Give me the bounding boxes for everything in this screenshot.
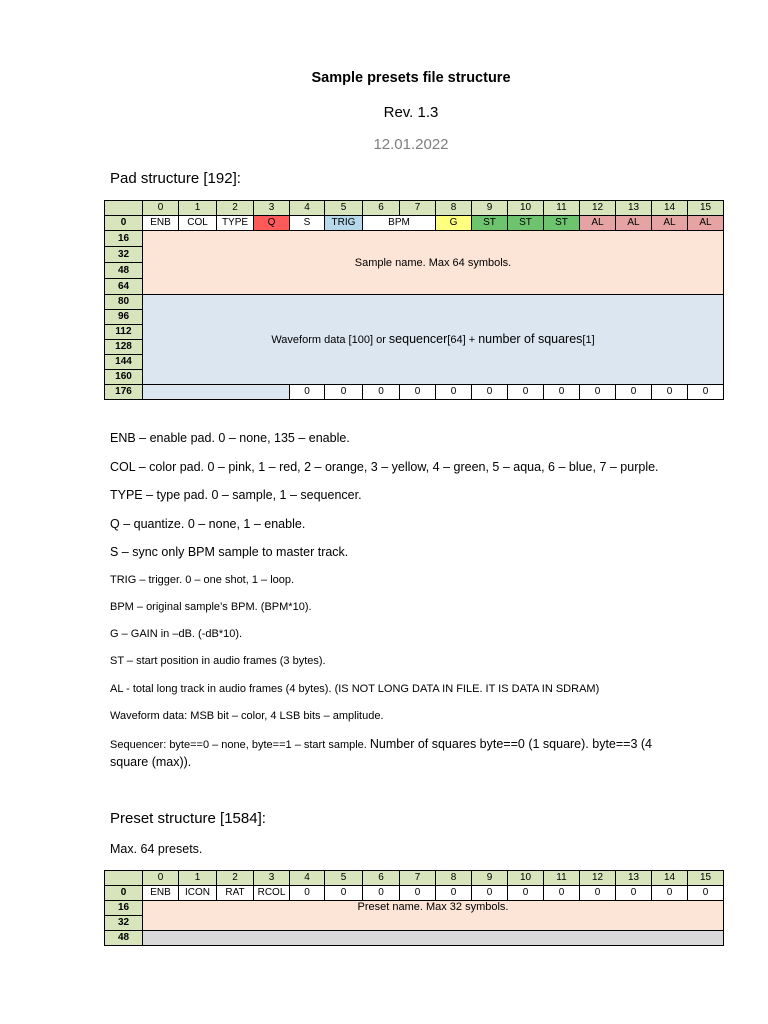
zero-cell: 0	[544, 385, 580, 400]
field-al: AL	[616, 216, 652, 231]
field-rcol: RCOL	[254, 886, 290, 901]
row-label: 144	[105, 355, 143, 370]
zero-cell: 0	[400, 385, 436, 400]
field-enb: ENB	[143, 886, 179, 901]
note-sequencer-small: Sequencer: byte==0 – none, byte==1 – start sample.	[110, 739, 370, 751]
row-label: 112	[105, 325, 143, 340]
note-squares-cont: square (max)).	[110, 755, 192, 769]
field-col: COL	[179, 216, 217, 231]
pad-row-176	[105, 385, 724, 400]
zero-cell: 0	[436, 886, 472, 901]
note-q: Q – quantize. 0 – none, 1 – enable.	[110, 517, 306, 531]
preset-max-note: Max. 64 presets.	[110, 842, 203, 856]
row-label: 16	[105, 231, 143, 247]
waveform-tail	[143, 385, 290, 400]
preset-row-48	[105, 931, 724, 946]
col-header: 10	[508, 201, 544, 216]
zero-cell: 0	[616, 886, 652, 901]
row-label: 80	[105, 295, 143, 310]
preset-name-block: Preset name. Max 32 symbols.	[143, 901, 724, 931]
row-label: 64	[105, 279, 143, 295]
col-header: 11	[544, 201, 580, 216]
corner-cell	[105, 871, 143, 886]
row-label: 16	[105, 901, 143, 916]
zero-cell: 0	[652, 886, 688, 901]
col-header: 5	[325, 871, 363, 886]
zero-cell: 0	[325, 886, 363, 901]
col-header: 2	[217, 871, 254, 886]
col-header: 10	[508, 871, 544, 886]
field-q: Q	[254, 216, 290, 231]
zero-cell: 0	[290, 385, 325, 400]
col-header: 14	[652, 871, 688, 886]
preset-row-16	[105, 901, 724, 916]
row-label: 48	[105, 931, 143, 946]
preset-row-0	[105, 886, 724, 901]
pad-row-16	[105, 231, 724, 247]
zero-cell: 0	[290, 886, 325, 901]
note-al: AL - total long track in audio frames (4 bytes). (IS NOT LONG DATA IN FILE. IT IS DATA IN SDRAM)	[110, 683, 600, 695]
sample-name-block: Sample name. Max 64 symbols.	[143, 231, 724, 295]
squares-size-text: [1]	[582, 334, 595, 346]
field-st: ST	[508, 216, 544, 231]
col-header: 2	[217, 201, 254, 216]
col-header: 5	[325, 201, 363, 216]
field-trig: TRIG	[325, 216, 363, 231]
zero-cell: 0	[472, 385, 508, 400]
waveform-data-block	[143, 295, 724, 385]
field-st: ST	[472, 216, 508, 231]
col-header: 12	[580, 201, 616, 216]
field-type: TYPE	[217, 216, 254, 231]
col-header: 0	[143, 201, 179, 216]
note-g: G – GAIN in –dB. (-dB*10).	[110, 628, 243, 640]
field-s: S	[290, 216, 325, 231]
col-header: 13	[616, 871, 652, 886]
pad-row-80	[105, 295, 724, 310]
waveform-text: Waveform data [100] or	[271, 334, 389, 346]
squares-text: number of squares	[478, 332, 583, 346]
col-header: 8	[436, 871, 472, 886]
zero-cell: 0	[580, 385, 616, 400]
note-enb: ENB – enable pad. 0 – none, 135 – enable.	[110, 431, 350, 445]
field-bpm: BPM	[363, 216, 436, 231]
field-al: AL	[688, 216, 724, 231]
field-rat: RAT	[217, 886, 254, 901]
row-label: 176	[105, 385, 143, 400]
row-label: 48	[105, 263, 143, 279]
zero-cell: 0	[688, 385, 724, 400]
sequencer-size-text: [64] +	[447, 334, 479, 346]
zero-cell: 0	[580, 886, 616, 901]
note-col: COL – color pad. 0 – pink, 1 – red, 2 – orange, 3 – yellow, 4 – green, 5 – aqua, 6 – blue, 7 – purple.	[110, 460, 659, 474]
col-header: 4	[290, 871, 325, 886]
row-label: 32	[105, 916, 143, 931]
col-header: 4	[290, 201, 325, 216]
zero-cell: 0	[508, 385, 544, 400]
sequencer-text: sequencer	[388, 332, 448, 346]
row-label: 128	[105, 340, 143, 355]
zero-cell: 0	[472, 886, 508, 901]
row-label: 0	[105, 216, 143, 231]
pad-structure-heading: Pad structure [192]:	[110, 170, 241, 187]
note-st: ST – start position in audio frames (3 bytes).	[110, 655, 326, 667]
zero-cell: 0	[688, 886, 724, 901]
col-header: 13	[616, 201, 652, 216]
row-label: 160	[105, 370, 143, 385]
col-header: 15	[688, 201, 724, 216]
zero-cell: 0	[652, 385, 688, 400]
column-header-row	[105, 871, 724, 886]
row-label: 0	[105, 886, 143, 901]
col-header: 9	[472, 871, 508, 886]
col-header: 3	[254, 871, 290, 886]
field-enb: ENB	[143, 216, 179, 231]
col-header: 6	[363, 201, 400, 216]
col-header: 8	[436, 201, 472, 216]
zero-cell: 0	[363, 886, 400, 901]
corner-cell	[105, 201, 143, 216]
preset-structure-heading: Preset structure [1584]:	[110, 810, 266, 827]
col-header: 0	[143, 871, 179, 886]
pad-row-0	[105, 216, 724, 231]
zero-cell: 0	[325, 385, 363, 400]
note-bpm: BPM – original sample’s BPM. (BPM*10).	[110, 601, 312, 613]
field-al: AL	[580, 216, 616, 231]
note-s: S – sync only BPM sample to master track.	[110, 545, 349, 559]
zero-cell: 0	[544, 886, 580, 901]
row-label: 96	[105, 310, 143, 325]
note-squares: Number of squares byte==0 (1 square). byte==3 (4	[369, 737, 653, 751]
zero-cell: 0	[436, 385, 472, 400]
column-header-row	[105, 201, 724, 216]
col-header: 11	[544, 871, 580, 886]
col-header: 1	[179, 871, 217, 886]
field-icon: ICON	[179, 886, 217, 901]
col-header: 6	[363, 871, 400, 886]
col-header: 15	[688, 871, 724, 886]
field-st: ST	[544, 216, 580, 231]
note-type: TYPE – type pad. 0 – sample, 1 – sequencer.	[110, 488, 362, 502]
pad-structure-table	[104, 200, 724, 400]
note-waveform: Waveform data: MSB bit – color, 4 LSB bits – amplitude.	[110, 710, 384, 722]
field-g: G	[436, 216, 472, 231]
revision: Rev. 1.3	[383, 104, 439, 121]
zero-cell: 0	[508, 886, 544, 901]
col-header: 3	[254, 201, 290, 216]
note-sequencer	[110, 736, 730, 772]
zero-cell: 0	[363, 385, 400, 400]
row-label: 32	[105, 247, 143, 263]
col-header: 1	[179, 201, 217, 216]
document-date: 12.01.2022	[373, 136, 449, 153]
col-header: 14	[652, 201, 688, 216]
preset-structure-table	[104, 870, 724, 946]
preset-reserved-block	[143, 931, 724, 946]
col-header: 9	[472, 201, 508, 216]
zero-cell: 0	[616, 385, 652, 400]
document-title: Sample presets file structure	[311, 70, 511, 86]
col-header: 12	[580, 871, 616, 886]
note-trig: TRIG – trigger. 0 – one shot, 1 – loop.	[110, 574, 295, 586]
col-header: 7	[400, 201, 436, 216]
field-al: AL	[652, 216, 688, 231]
zero-cell: 0	[400, 886, 436, 901]
col-header: 7	[400, 871, 436, 886]
